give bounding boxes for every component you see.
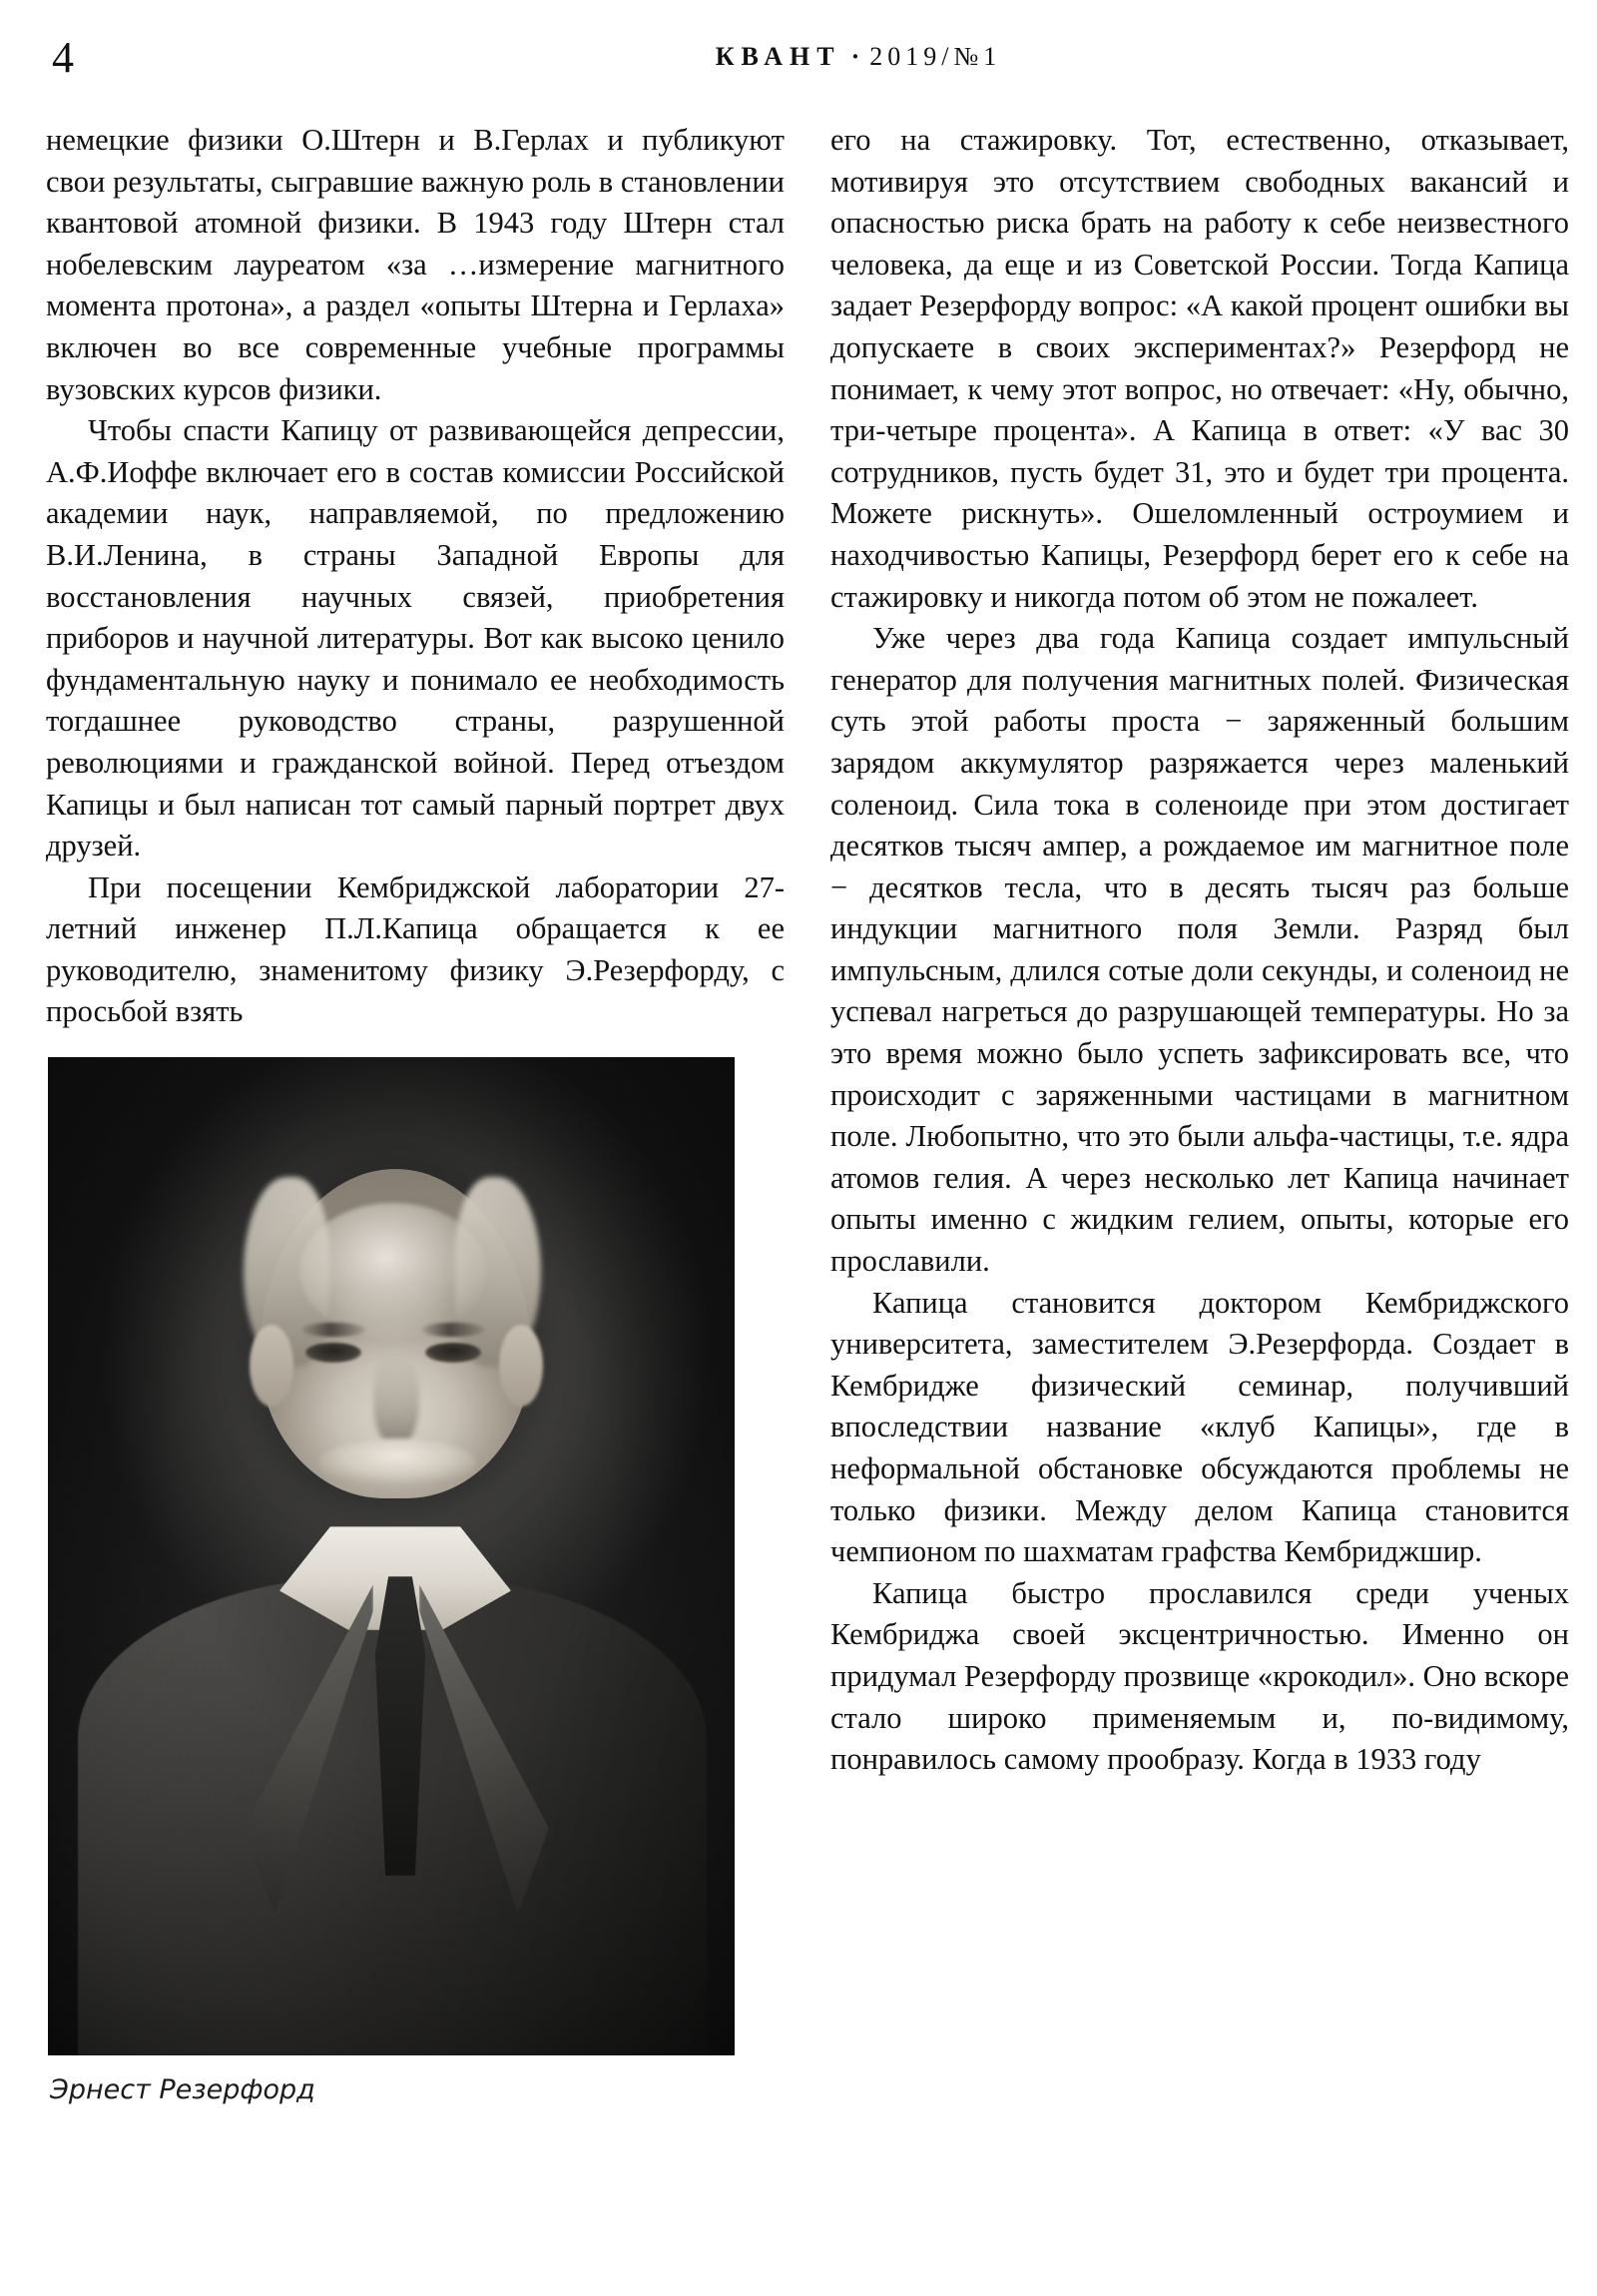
paragraph: Капица становится доктором Кембриджского университета, заместителем Э.Резерфорда. Создает в Кембридже физический семинар, получивший впоследствии название «клуб Капицы», где в неформальной обстановке обсуждаются проблемы не только физики. Между делом Капица становится чемпионом по шахматам графства Кембриджшир. (830, 1285, 1569, 1569)
running-head (0, 30, 1597, 90)
magazine-title: КВАНТ (715, 42, 841, 71)
portrait-photo (48, 1057, 735, 2055)
paragraph: При посещении Кембриджской лаборатории 27-летний инженер П.Л.Капица обращается к ее руководителю, знаменитому физику Э.Резерфорду, с просьбой взять (46, 869, 785, 1029)
left-column (46, 120, 785, 2107)
issue-number: 2019/№1 (869, 42, 1002, 71)
paragraph: немецкие физики О.Штерн и В.Герлах и публикуют свои результаты, сыгравшие важную роль в становлении квантовой атомной физики. В 1943 году Штерн стал нобелевским лауреатом «за …измерение магнитного момента протона», а раздел «опыты Штерна и Герлаха» включен во все современные учебные программы вузовских курсов физики. (46, 123, 785, 406)
photo-film-grain (48, 1057, 735, 2055)
magazine-masthead (599, 36, 1118, 78)
paragraph: его на стажировку. Тот, естественно, отказывает, мотивируя это отсутствием свободных вакансий и опасностью риска брать на работу к себе неизвестного человека, да еще и из Советской России. Тогда Капица задает Резерфорду вопрос: «А какой процент ошибки вы допускаете в своих экспериментах?» Резерфорд не понимает, к чему этот вопрос, но отвечает: «Ну, обычно, три-четыре процента». А Капица в ответ: «У вас 30 сотрудников, пусть будет 31, это и будет три процента. Можете рискнуть». Ошеломленный остроумием и находчивостью Капицы, Резерфорд берет его к себе на стажировку и никогда потом об этом не пожалеет. (830, 123, 1569, 614)
masthead-separator: · (850, 42, 860, 71)
paragraph: Капица быстро прославился среди ученых Кембриджа своей эксцентричностью. Именно он придумал Резерфорду прозвище «крокодил». Оно вскоре стало широко применяемым и, по-видимому, понравилось самому прообразу. Когда в 1933 году (830, 1575, 1569, 1777)
page-number: 4 (52, 33, 74, 82)
right-column (830, 120, 1569, 1781)
figure-caption: Эрнест Резерфорд (50, 2074, 315, 2106)
figure-rutherford-portrait (46, 1057, 785, 2107)
paragraph: Чтобы спасти Капицу от развивающейся депрессии, А.Ф.Иоффе включает его в состав комиссии Российской академии наук, направляемой, по предложению В.И.Ленина, в страны Западной Европы для восстановления научных связей, приобретения приборов и научной литературы. Вот как высоко ценило фундаментальную науку и понимало ее необходимость тогдашнее руководство страны, разрушенной революциями и гражданской войной. Перед отъездом Капицы и был написан тот самый парный портрет двух друзей. (46, 413, 785, 863)
paragraph: Уже через два года Капица создает импульсный генератор для получения магнитных полей. Физическая суть этой работы проста − заряженный большим зарядом аккумулятор разряжается через маленький соленоид. Сила тока в соленоиде при этом достигает десятков тысяч ампер, а рождаемое им магнитное поле − десятков тесла, что в десять тысяч раз больше индукции магнитного поля Земли. Разряд был импульсным, длился сотые доли секунды, и соленоид не успевал нагреться до разрушающей температуры. Но за это время можно было успеть зафиксировать все, что происходит с заряженными частицами в магнитном поле. Любопытно, что это были альфа-частицы, т.е. ядра атомов гелия. А через несколько лет Капица начинает опыты именно с жидким гелием, опыты, которые его прославили. (830, 621, 1569, 1279)
